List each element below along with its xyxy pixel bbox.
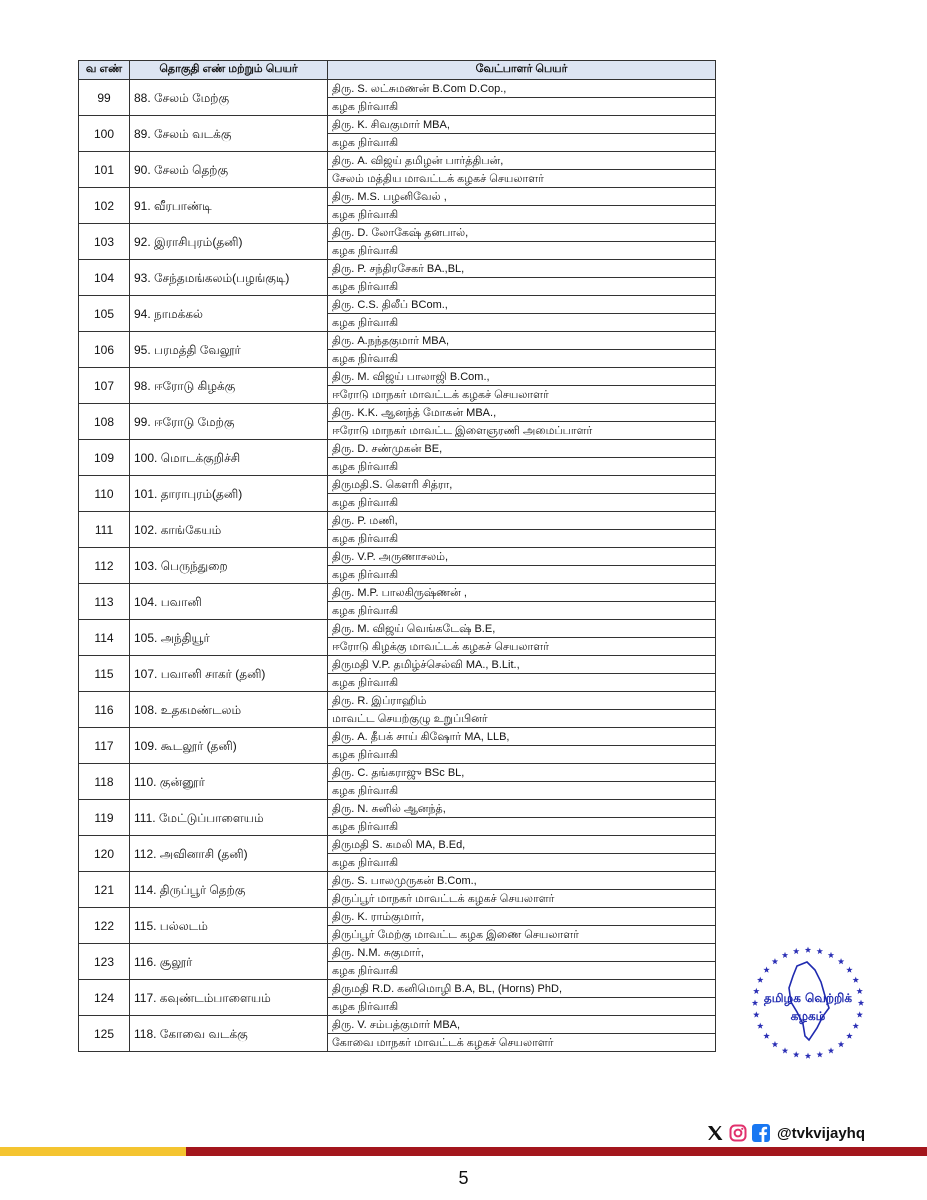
x-icon[interactable] xyxy=(706,1124,724,1142)
constituency-cell: 100. மொடக்குறிச்சி xyxy=(130,440,328,476)
logo-star xyxy=(757,1023,763,1029)
serial-number-cell: 112 xyxy=(79,548,130,584)
table-row xyxy=(79,116,716,134)
candidate-name-cell: திரு. V.P. அருணாசலம், xyxy=(328,548,716,566)
constituency-cell: 89. சேலம் வடக்கு xyxy=(130,116,328,152)
candidate-role-cell: ஈரோடு கிழக்கு மாவட்டக் கழகச் செயலாளர் xyxy=(328,638,716,656)
constituency-cell: 109. கூடலூர் (தனி) xyxy=(130,728,328,764)
table-row xyxy=(79,332,716,350)
table-row xyxy=(79,980,716,998)
candidate-name-cell: திரு. P. மணி, xyxy=(328,512,716,530)
logo-star xyxy=(772,1041,778,1047)
serial-number-cell: 110 xyxy=(79,476,130,512)
candidate-name-cell: திரு. D. சண்முகன் BE, xyxy=(328,440,716,458)
constituency-cell: 98. ஈரோடு கிழக்கு xyxy=(130,368,328,404)
logo-star xyxy=(838,1041,844,1047)
candidate-role-cell: கழக நிர்வாகி xyxy=(328,602,716,620)
footer-band-red xyxy=(186,1147,927,1156)
candidate-role-cell: கழக நிர்வாகி xyxy=(328,206,716,224)
logo-star xyxy=(846,1033,852,1039)
logo-star xyxy=(753,1011,759,1017)
logo-text-line1: தமிழக வெற்றிக் xyxy=(763,991,853,1005)
candidate-role-cell: சேலம் மத்திய மாவட்டக் கழகச் செயலாளர் xyxy=(328,170,716,188)
logo-star xyxy=(838,958,844,964)
table-body xyxy=(79,80,716,1052)
constituency-cell: 99. ஈரோடு மேற்கு xyxy=(130,404,328,440)
logo-star xyxy=(772,958,778,964)
table-row xyxy=(79,476,716,494)
table-row xyxy=(79,224,716,242)
candidate-role-cell: கழக நிர்வாகி xyxy=(328,998,716,1016)
table-row xyxy=(79,1016,716,1034)
logo-star xyxy=(763,1033,769,1039)
candidate-role-cell: கழக நிர்வாகி xyxy=(328,818,716,836)
table-row xyxy=(79,80,716,98)
candidate-role-cell: கோவை மாநகர் மாவட்டக் கழகச் செயலாளர் xyxy=(328,1034,716,1052)
social-bar xyxy=(706,1122,865,1144)
table-header-row xyxy=(79,61,716,80)
candidate-name-cell: திரு. M. விஜய் வெங்கடேஷ் B.E, xyxy=(328,620,716,638)
candidate-role-cell: ஈரோடு மாநகர் மாவட்ட இளைஞரணி அமைப்பாளர் xyxy=(328,422,716,440)
constituency-cell: 116. சூலூர் xyxy=(130,944,328,980)
constituency-cell: 101. தாராபுரம்(தனி) xyxy=(130,476,328,512)
constituency-cell: 88. சேலம் மேற்கு xyxy=(130,80,328,116)
serial-number-cell: 101 xyxy=(79,152,130,188)
serial-number-cell: 109 xyxy=(79,440,130,476)
table-row xyxy=(79,404,716,422)
facebook-icon[interactable] xyxy=(752,1124,770,1142)
candidate-role-cell: கழக நிர்வாகி xyxy=(328,530,716,548)
logo-star xyxy=(805,947,811,953)
logo-star xyxy=(846,967,852,973)
serial-number-cell: 106 xyxy=(79,332,130,368)
serial-number-cell: 116 xyxy=(79,692,130,728)
constituency-cell: 112. அவினாசி (தனி) xyxy=(130,836,328,872)
logo-star xyxy=(828,1047,834,1053)
candidate-role-cell: திருப்பூர் மேற்கு மாவட்ட கழக இணை செயலாளர் xyxy=(328,926,716,944)
serial-number-cell: 114 xyxy=(79,620,130,656)
candidate-name-cell: திருமதி.S. கௌரி சித்ரா, xyxy=(328,476,716,494)
table-row xyxy=(79,512,716,530)
constituency-cell: 92. இராசிபுரம்(தனி) xyxy=(130,224,328,260)
footer-band-yellow xyxy=(0,1147,186,1156)
logo-star xyxy=(782,952,788,958)
constituency-cell: 102. காங்கேயம் xyxy=(130,512,328,548)
table-row xyxy=(79,440,716,458)
candidate-name-cell: திரு. S. பாலமுருகன் B.Com., xyxy=(328,872,716,890)
serial-number-cell: 121 xyxy=(79,872,130,908)
header-constituency: தொகுதி எண் மற்றும் பெயர் xyxy=(130,61,328,80)
candidate-name-cell: திரு. P. சந்திரசேகர் BA.,BL, xyxy=(328,260,716,278)
serial-number-cell: 102 xyxy=(79,188,130,224)
constituency-cell: 117. கவுண்டம்பாளையம் xyxy=(130,980,328,1016)
table-row xyxy=(79,944,716,962)
logo-star xyxy=(817,948,823,954)
serial-number-cell: 103 xyxy=(79,224,130,260)
constituency-cell: 110. குன்னூர் xyxy=(130,764,328,800)
table-row xyxy=(79,836,716,854)
table-row xyxy=(79,764,716,782)
logo-star xyxy=(753,988,759,994)
serial-number-cell: 113 xyxy=(79,584,130,620)
constituency-cell: 118. கோவை வடக்கு xyxy=(130,1016,328,1052)
candidate-role-cell: கழக நிர்வாகி xyxy=(328,350,716,368)
party-emblem-icon xyxy=(749,944,867,1062)
serial-number-cell: 124 xyxy=(79,980,130,1016)
candidate-role-cell: திருப்பூர் மாநகர் மாவட்டக் கழகச் செயலாளர் xyxy=(328,890,716,908)
logo-star xyxy=(805,1053,811,1059)
logo-star xyxy=(828,952,834,958)
logo-star xyxy=(853,977,859,983)
instagram-icon[interactable] xyxy=(729,1124,747,1142)
candidate-role-cell: கழக நிர்வாகி xyxy=(328,458,716,476)
page-number: 5 xyxy=(458,1168,469,1188)
serial-number-cell: 105 xyxy=(79,296,130,332)
candidate-name-cell: திரு. M. விஜய் பாலாஜி B.Com., xyxy=(328,368,716,386)
table-row xyxy=(79,584,716,602)
logo-star xyxy=(793,1051,799,1057)
logo-star xyxy=(793,948,799,954)
candidate-role-cell: கழக நிர்வாகி xyxy=(328,782,716,800)
serial-number-cell: 111 xyxy=(79,512,130,548)
logo-text-line2: கழகம் xyxy=(790,1009,826,1023)
candidate-name-cell: திரு. S. லட்சுமணன் B.Com D.Cop., xyxy=(328,80,716,98)
constituency-cell: 93. சேந்தமங்கலம்(பழங்குடி) xyxy=(130,260,328,296)
candidate-role-cell: கழக நிர்வாகி xyxy=(328,314,716,332)
candidate-role-cell: கழக நிர்வாகி xyxy=(328,566,716,584)
table-row xyxy=(79,872,716,890)
logo-star xyxy=(763,967,769,973)
serial-number-cell: 100 xyxy=(79,116,130,152)
social-handle[interactable]: @tvkvijayhq xyxy=(777,1124,865,1142)
candidate-name-cell: திருமதி V.P. தமிழ்ச்செல்வி MA., B.Lit., xyxy=(328,656,716,674)
candidate-role-cell: கழக நிர்வாகி xyxy=(328,98,716,116)
constituency-cell: 111. மேட்டுப்பாளையம் xyxy=(130,800,328,836)
table-row xyxy=(79,296,716,314)
candidate-role-cell: கழக நிர்வாகி xyxy=(328,962,716,980)
logo-star xyxy=(853,1023,859,1029)
candidate-name-cell: திரு. C. தங்கராஜு BSc BL, xyxy=(328,764,716,782)
candidate-role-cell: கழக நிர்வாகி xyxy=(328,854,716,872)
logo-star xyxy=(757,977,763,983)
candidate-name-cell: திரு. A. விஜய் தமிழன் பார்த்திபன், xyxy=(328,152,716,170)
table-row xyxy=(79,368,716,386)
logo-star xyxy=(858,1000,864,1006)
logo-star xyxy=(856,1011,862,1017)
logo-star xyxy=(752,1000,758,1006)
candidate-name-cell: திரு. K. ராம்குமார், xyxy=(328,908,716,926)
constituency-cell: 115. பல்லடம் xyxy=(130,908,328,944)
header-serial-no: வ எண் xyxy=(79,61,130,80)
table-row xyxy=(79,152,716,170)
candidate-role-cell: கழக நிர்வாகி xyxy=(328,134,716,152)
candidate-name-cell: திரு. N. சுனில் ஆனந்த், xyxy=(328,800,716,818)
candidate-name-cell: திருமதி S. கமலி MA, B.Ed, xyxy=(328,836,716,854)
serial-number-cell: 99 xyxy=(79,80,130,116)
table-row xyxy=(79,908,716,926)
constituency-cell: 95. பரமத்தி வேலூர் xyxy=(130,332,328,368)
serial-number-cell: 107 xyxy=(79,368,130,404)
candidate-role-cell: ஈரோடு மாநகர் மாவட்டக் கழகச் செயலாளர் xyxy=(328,386,716,404)
table-row xyxy=(79,620,716,638)
serial-number-cell: 123 xyxy=(79,944,130,980)
constituency-cell: 107. பவானி சாகர் (தனி) xyxy=(130,656,328,692)
candidate-role-cell: கழக நிர்வாகி xyxy=(328,494,716,512)
table-row xyxy=(79,692,716,710)
constituency-cell: 104. பவானி xyxy=(130,584,328,620)
table-row xyxy=(79,548,716,566)
candidate-name-cell: திரு. V. சம்பத்குமார் MBA, xyxy=(328,1016,716,1034)
logo-star xyxy=(817,1051,823,1057)
constituency-cell: 114. திருப்பூர் தெற்கு xyxy=(130,872,328,908)
candidate-name-cell: திரு. R. இப்ராஹிம் xyxy=(328,692,716,710)
candidate-table xyxy=(78,60,716,1052)
candidate-name-cell: திரு. K. சிவகுமார் MBA, xyxy=(328,116,716,134)
serial-number-cell: 125 xyxy=(79,1016,130,1052)
serial-number-cell: 119 xyxy=(79,800,130,836)
serial-number-cell: 104 xyxy=(79,260,130,296)
logo-star xyxy=(856,988,862,994)
candidate-role-cell: கழக நிர்வாகி xyxy=(328,242,716,260)
candidate-name-cell: திரு. M.S. பழனிவேல் , xyxy=(328,188,716,206)
candidate-role-cell: கழக நிர்வாகி xyxy=(328,746,716,764)
candidate-name-cell: திரு. D. லோகேஷ் தனபால், xyxy=(328,224,716,242)
candidate-name-cell: திரு. M.P. பாலகிருஷ்ணன் , xyxy=(328,584,716,602)
constituency-cell: 105. அந்தியூர் xyxy=(130,620,328,656)
serial-number-cell: 120 xyxy=(79,836,130,872)
serial-number-cell: 118 xyxy=(79,764,130,800)
constituency-cell: 94. நாமக்கல் xyxy=(130,296,328,332)
constituency-cell: 91. வீரபாண்டி xyxy=(130,188,328,224)
candidate-name-cell: திருமதி R.D. கனிமொழி B.A, BL, (Horns) PhD, xyxy=(328,980,716,998)
serial-number-cell: 108 xyxy=(79,404,130,440)
table-row xyxy=(79,656,716,674)
serial-number-cell: 122 xyxy=(79,908,130,944)
candidate-name-cell: திரு. N.M. சுகுமார், xyxy=(328,944,716,962)
constituency-cell: 103. பெருந்துறை xyxy=(130,548,328,584)
constituency-cell: 90. சேலம் தெற்கு xyxy=(130,152,328,188)
logo-star xyxy=(782,1047,788,1053)
candidate-name-cell: திரு. A. தீபக் சாய் கிஷோர் MA, LLB, xyxy=(328,728,716,746)
table-row xyxy=(79,728,716,746)
header-candidate-name: வேட்பாளர் பெயர் xyxy=(328,61,716,80)
constituency-cell: 108. உதகமண்டலம் xyxy=(130,692,328,728)
table-row xyxy=(79,188,716,206)
serial-number-cell: 117 xyxy=(79,728,130,764)
candidate-name-cell: திரு. K.K. ஆனந்த் மோகன் MBA., xyxy=(328,404,716,422)
candidate-role-cell: கழக நிர்வாகி xyxy=(328,278,716,296)
party-logo xyxy=(749,944,867,1062)
candidate-name-cell: திரு. C.S. திலீப் BCom., xyxy=(328,296,716,314)
table-row xyxy=(79,260,716,278)
table-row xyxy=(79,800,716,818)
candidate-role-cell: கழக நிர்வாகி xyxy=(328,674,716,692)
candidate-role-cell: மாவட்ட செயற்குழு உறுப்பினர் xyxy=(328,710,716,728)
serial-number-cell: 115 xyxy=(79,656,130,692)
candidate-name-cell: திரு. A.நந்தகுமார் MBA, xyxy=(328,332,716,350)
